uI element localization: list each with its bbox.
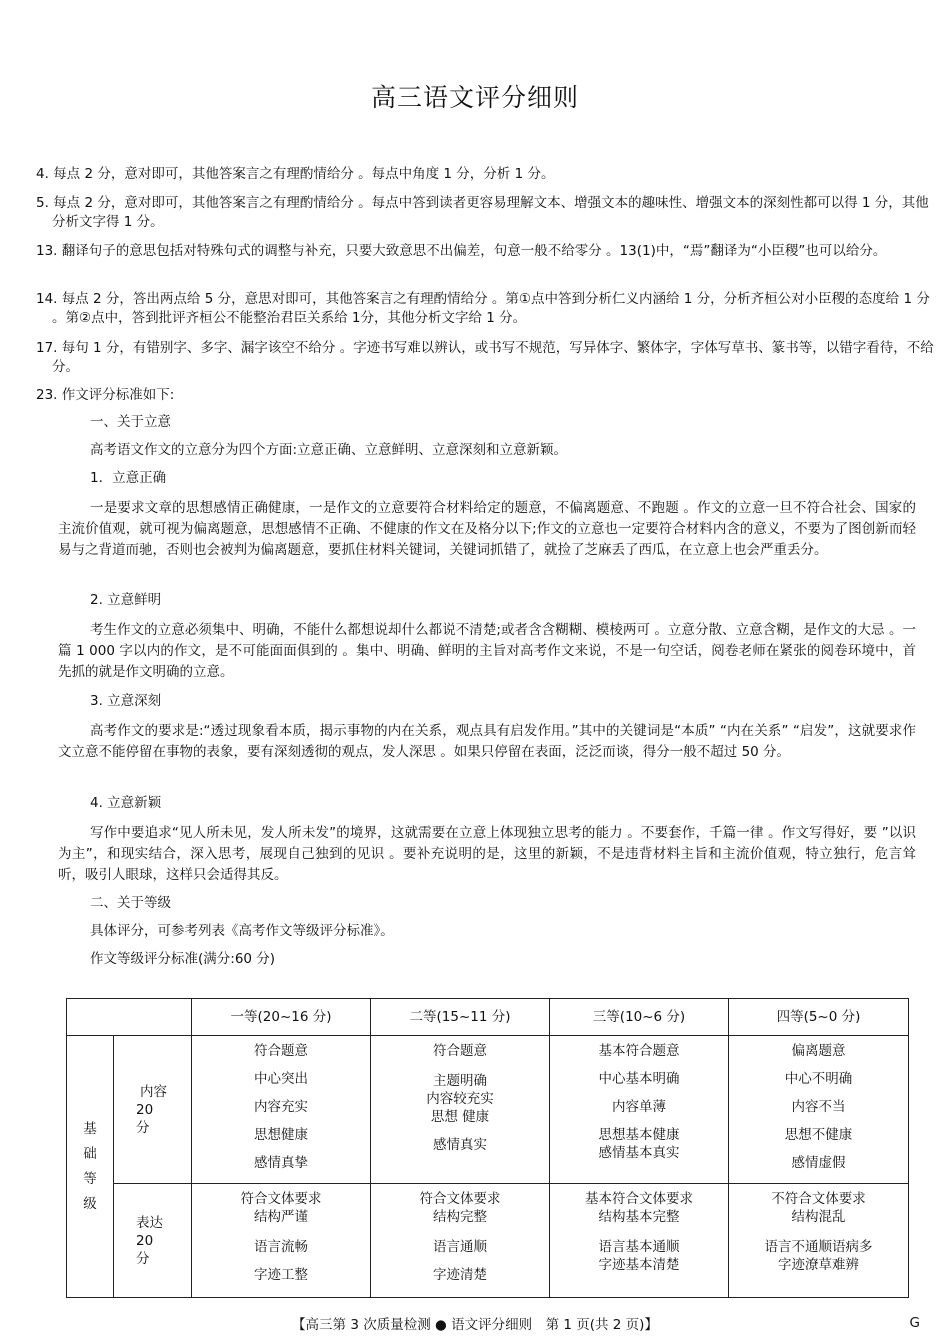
section3-body: 高考作文的要求是:“透过现象看本质，揭示事物的内在关系，观点具有启发作用。”其中的关键词是“本质” “内在关系” “启发”，这就要求作文立意不能停留在事物的表象，要有深刻透彻的观点，发人深思 。如果只停留在表面，泛泛而谈，得分一般不超过 50 分。: [58, 723, 916, 760]
section4-body: 写作中要追求“见人所未见，发人所未发”的境界，这就需要在立意上体现独立思考的能力 。不要套作，千篇一律 。作文写得好，要 ”以识为主”，和现实结合，深入思考，展现自己独到的见识 。要补充说明的是，这里的新颖，不是违背材料主旨和主流价值观，特立独行，危言耸听，吸引人眼球，这样只会适得其反。: [58, 825, 916, 883]
expression-cell: 不符合文体要求 结构混乱 语言不通顺语病多 字迹潦草难辨: [729, 1184, 909, 1298]
category-label: 基 础 等 级: [67, 1036, 114, 1298]
content-label: 内容 20 分: [114, 1036, 192, 1184]
section3-heading: 3. 立意深刻: [90, 693, 162, 709]
page-footer: 【高三第 3 次质量检测 ● 语文评分细则 第 1 页(共 2 页)】: [292, 1317, 658, 1333]
item-q14: 14. 每点 2 分，答出两点给 5 分，意思对即可，其他答案言之有理酌情给分 。第①点中答到分析仁义内涵给 1 分，分析齐桓公对小臣稷的态度给 1 分 。第②点中，答到批评齐桓公不能整治君臣关系给 1分，其他分析文字给 1 分。: [36, 291, 930, 326]
table-row-content: [67, 1036, 909, 1184]
part2-line1: 具体评分，可参考列表《高考作文等级评分标准》。: [90, 923, 394, 939]
part2-line2: 作文等级评分标准(满分:60 分): [90, 951, 276, 967]
expression-label: 表达 20 分: [114, 1184, 192, 1298]
grading-table: [66, 998, 909, 1298]
table-row-expression: [67, 1184, 909, 1298]
section2-heading: 2. 立意鲜明: [90, 592, 162, 608]
footer-mark: G: [909, 1315, 920, 1331]
item-q23: 23. 作文评分标准如下:: [36, 387, 175, 403]
grade-header: 三等(10~6 分): [550, 999, 729, 1036]
grade-header: 四等(5~0 分): [729, 999, 909, 1036]
item-q13: 13. 翻译句子的意思包括对特殊句式的调整与补充，只要大致意思不出偏差，句意一般不给零分 。13(1)中，“焉”翻译为“小臣稷”也可以给分。: [36, 243, 887, 259]
item-q4: 4. 每点 2 分，意对即可，其他答案言之有理酌情给分 。每点中角度 1 分，分析 1 分。: [36, 166, 555, 182]
part1-heading: 一、关于立意: [90, 414, 171, 430]
part1-intro: 高考语文作文的立意分为四个方面:立意正确、立意鲜明、立意深刻和立意新颖。: [90, 442, 568, 458]
item-q5: 5. 每点 2 分，意对即可，其他答案言之有理酌情给分 。每点中答到读者更容易理解文本、增强文本的趣味性、增强文本的深刻性都可以得 1 分，其他分析文字得 1 分。: [36, 195, 929, 230]
expression-cell: 符合文体要求 结构完整 语言通顺 字迹清楚: [371, 1184, 550, 1298]
content-cell: 基本符合题意 中心基本明确 内容单薄 思想基本健康 感情基本真实: [550, 1036, 729, 1184]
content-cell: 符合题意 中心突出 内容充实 思想健康 感情真挚: [192, 1036, 371, 1184]
grade-header: 一等(20~16 分): [192, 999, 371, 1036]
table-corner: [67, 999, 192, 1036]
item-q17: 17. 每句 1 分，有错别字、多字、漏字该空不给分 。字迹书写难以辨认，或书写不规范，写异体字、繁体字，字体写草书、篆书等，以错字看待，不给分。: [36, 340, 934, 375]
grade-header: 二等(15~11 分): [371, 999, 550, 1036]
content-cell: 偏离题意 中心不明确 内容不当 思想不健康 感情虚假: [729, 1036, 909, 1184]
content-cell: 符合题意 主题明确 内容较充实 思想 健康 感情真实: [371, 1036, 550, 1184]
section4-heading: 4. 立意新颖: [90, 795, 162, 811]
page-title: 高三语文评分细则: [370, 83, 579, 112]
part2-heading: 二、关于等级: [90, 895, 171, 911]
expression-cell: 基本符合文体要求 结构基本完整 语言基本通顺 字迹基本清楚: [550, 1184, 729, 1298]
section1-body: 一是要求文章的思想感情正确健康，一是作文的立意要符合材料给定的题意，不偏离题意、不跑题 。作文的立意一旦不符合社会、国家的主流价值观，就可视为偏离题意，思想感情不正确、不健康的作文在及格分以下;作文的立意也一定要符合材料内含的意义，不要为了图创新而轻易与之背道而驰，否则也会被判为偏离题意，要抓住材料关键词，关键词抓错了，就捡了芝麻丢了西瓜，在立意上也会严重丢分。: [58, 500, 916, 558]
section1-heading: 1．立意正确: [90, 470, 167, 486]
table-header-row: [67, 999, 909, 1036]
section2-body: 考生作文的立意必须集中、明确，不能什么都想说却什么都说不清楚;或者含含糊糊、模棱两可 。立意分散、立意含糊，是作文的大忌 。一篇 1 000 字以内的作文，是不可能面面俱到的 。集中、明确、鲜明的主旨对高考作文来说，不是一句空话，阅卷老师在紧张的阅卷环境中，首先抓的就是作文明确的立意。: [58, 622, 916, 680]
expression-cell: 符合文体要求 结构严谨 语言流畅 字迹工整: [192, 1184, 371, 1298]
